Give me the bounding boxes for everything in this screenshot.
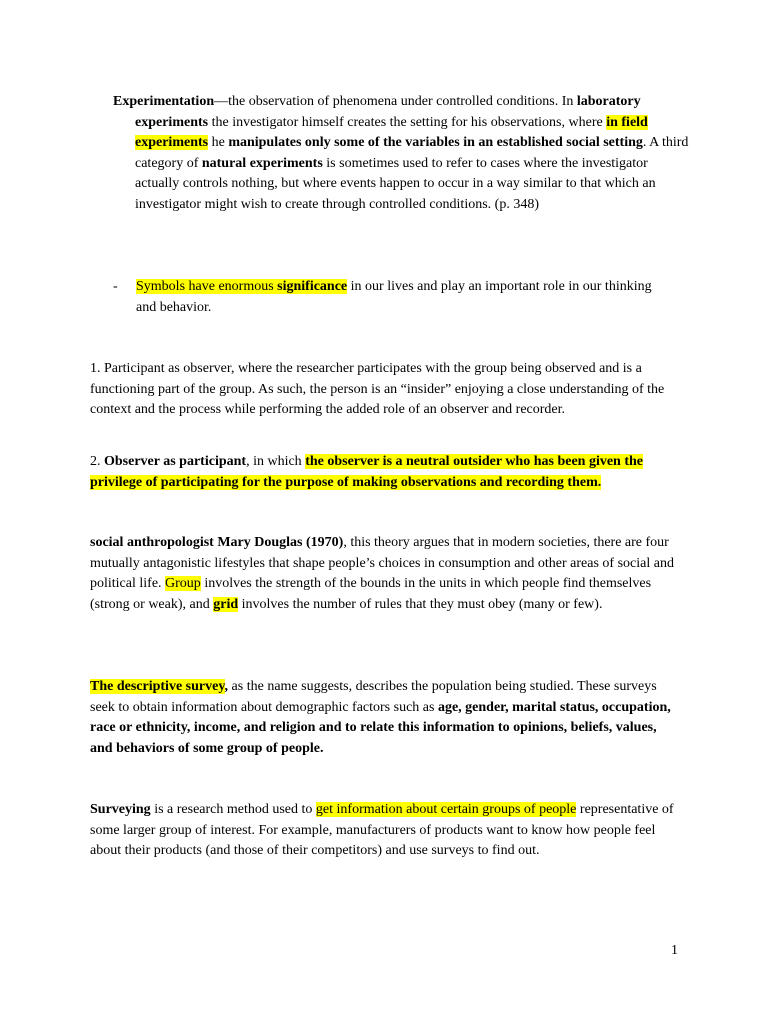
surveying-paragraph: Surveying is a research method used to get information about certain groups of people representative of some larger group of interest. For example, manufacturers of products want to know how people feel about their products (and those of their competitors) and use surveys to find out.: [90, 802, 674, 859]
manipulates-variables-phrase: manipulates only some of the variables in an established social setting: [228, 135, 643, 151]
natural-experiments-term: natural experiments: [201, 155, 323, 171]
participant-as-observer-paragraph: 1. Participant as observer, where the researcher participates with the group being observed and is a functioning part of the group. As such, the person is an “insider” enjoying a close understanding of the context and the process while performing the added role of an observer and recorder.: [90, 361, 665, 418]
grid-highlight: grid: [213, 596, 239, 612]
laboratory-experiments-term: laboratory experiments: [135, 94, 641, 130]
descriptive-survey-paragraph: The descriptive survey, as the name suggests, describes the population being studied. These surveys seek to obtain information about demographic factors such as age, gender, marital status, occupation, race or ethnicity, income, and religion and to relate this information to opinions, beliefs, values, and behaviors of some group of people.: [90, 679, 671, 756]
experimentation-term: Experimentation: [113, 94, 215, 109]
descriptive-survey-highlight: The descriptive survey: [90, 679, 225, 694]
surveying-term: Surveying: [90, 802, 151, 817]
page-number: 1: [671, 943, 678, 958]
get-information-highlight: get information about certain groups of people: [315, 802, 577, 817]
symbols-bullet-text: Symbols have enormous significance in our lives and play an important role in our thinking and behavior.: [136, 279, 652, 315]
observer-as-participant-paragraph: 2. Observer as participant, in which the observer is a neutral outsider who has been given the privilege of participating for the purpose of making observations and recording them.: [90, 454, 644, 490]
observer-as-participant-term: Observer as participant: [104, 454, 247, 469]
field-experiments-highlight: in field experiments: [135, 114, 648, 151]
mary-douglas-paragraph: social anthropologist Mary Douglas (1970), this theory argues that in modern societies, there are four mutually antagonistic lifestyles that shape people’s choices in consumption and other areas of social and political life. Group involves the strength of the bounds in the units in which people find themselves (strong or weak), and grid involves the number of rules that they must obey (many or few).: [90, 535, 674, 612]
neutral-outsider-highlight: the observer is a neutral outsider who has been given the privilege of participating for the purpose of making observations and recording them.: [90, 454, 644, 490]
experimentation-paragraph: Experimentation—the observation of phenomena under controlled conditions. In laboratory experiments the investigator himself creates the setting for his observations, where in field experiments he manipulates only some of the variables in an established social setting. A third category of natural experiments is sometimes used to refer to cases where the investigator actually controls nothing, but where events happen to occur in a way similar to that which an investigator might wish to create through controlled conditions. (p. 348): [113, 94, 689, 212]
demographic-factors-bold: age, gender, marital status, occupation, race or ethnicity, income, and religion and to relate this information to opinions, beliefs, values, and behaviors of some group of people.: [90, 699, 671, 756]
mary-douglas-term: social anthropologist Mary Douglas (1970): [90, 535, 344, 550]
symbols-highlight: Symbols have enormous significance: [136, 279, 348, 294]
group-highlight: Group: [165, 576, 201, 592]
bullet-dash: -: [113, 279, 118, 294]
